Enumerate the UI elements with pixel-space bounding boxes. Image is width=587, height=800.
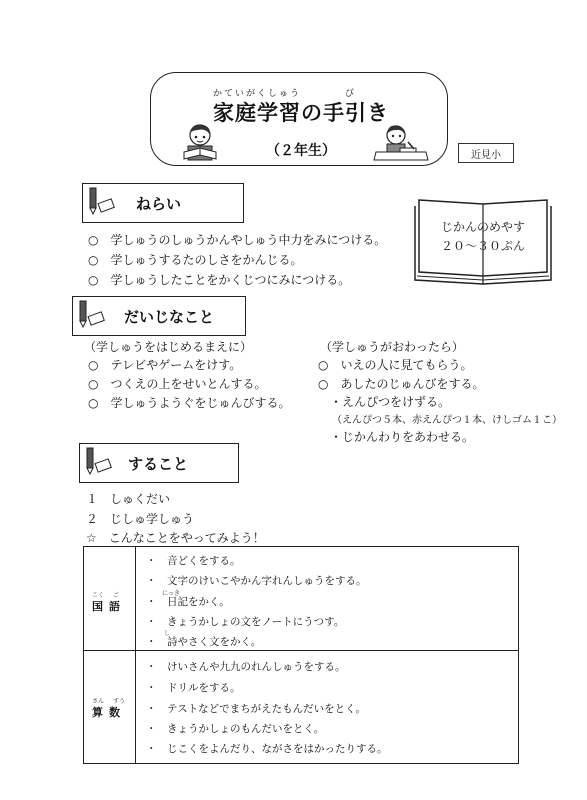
nikki-furigana: にっき (162, 590, 180, 597)
sansu-item-5: ・ じこくをよんだり、ながさをはかったりする。 (146, 743, 388, 755)
kokugo-item-4: ・ きょうかしょの文をノートにうつす。 (146, 616, 345, 628)
kokugo-furigana-2: ご (113, 592, 120, 599)
title-furigana: かていがくしゅう (213, 89, 302, 99)
sansu-item-3: ・ テストなどでまちがえたもんだいをとく。 (146, 703, 366, 715)
nerai-item-3: ○ 学しゅうしたことをかくじつにみにつける。 (88, 273, 351, 287)
after-item-1: ○ いえの人に見てもらう。 (318, 358, 473, 372)
sansu-item-4: ・ きょうかしょのもんだいをとく。 (146, 723, 325, 735)
after-item-2: ○ あしたのじゅんびをする。 (318, 377, 485, 391)
nerai-item-2: ○ 学しゅうするたのしさをかんじる。 (88, 253, 303, 267)
sansu-item-2: ・ ドリルをする。 (146, 682, 241, 694)
kokugo-furigana-1: こく (92, 592, 105, 599)
suru-item-2: ２ じしゅ学しゅう (86, 512, 195, 526)
kokugo-item-3: ・ 日記をかく。 (146, 596, 230, 608)
sansu-furigana-1: さん (92, 698, 105, 705)
activity-table (83, 546, 519, 764)
after-sub-item-1-note: （えんぴつ５本、赤えんぴつ１本、けしゴム１こ） (332, 415, 562, 426)
before-study-title: （学しゅうをはじめるまえに） (84, 340, 253, 354)
time-guide-label: じかんのめやす (440, 220, 525, 234)
after-study-title: （学しゅうがおわったら） (320, 340, 464, 354)
section-title-nerai: ねらい (136, 195, 182, 213)
nerai-item-1: ○ 学しゅうのしゅうかんやしゅう中力をみにつける。 (88, 233, 387, 247)
girl-studying-illustration (370, 124, 432, 164)
after-sub-item-2: ・じかんわりをあわせる。 (330, 430, 475, 444)
suru-item-3: ☆ こんなことをやってみよう！ (86, 531, 265, 545)
shi-furigana: し (164, 630, 171, 637)
table-row-divider (84, 650, 518, 651)
pencil-eraser-icon (83, 446, 113, 476)
before-item-2: ○ つくえの上をせいとんする。 (88, 377, 267, 391)
time-guide-value: ２０～３０ぷん (440, 239, 525, 253)
suru-item-1: １ しゅくだい (86, 492, 171, 506)
subject-sansu: 算数 (92, 706, 126, 719)
kokugo-item-5: ・ 詩やさく文をかく。 (146, 636, 262, 648)
after-sub-item-1: ・えんぴつをけずる。 (330, 395, 451, 409)
kokugo-item-2: ・ 文字のけいこやかん字れんしゅうをする。 (146, 575, 367, 587)
sansu-item-1: ・ けいさんや九九のれんしゅうをする。 (146, 661, 346, 673)
pencil-eraser-icon (76, 299, 106, 329)
school-name: 近見小 (458, 143, 514, 163)
book-text (426, 218, 540, 256)
kokugo-item-1: ・ 音どくをする。 (146, 555, 241, 567)
section-title-daiji: だいじなこと (124, 308, 215, 326)
before-item-1: ○ テレビやゲームをけす。 (88, 358, 242, 372)
page-title: 家庭学習の手引き (213, 101, 389, 125)
table-column-divider (135, 547, 136, 763)
title-furigana-bi: び (345, 89, 355, 99)
boy-reading-illustration (180, 122, 226, 164)
pencil-eraser-icon (86, 186, 116, 216)
grade-label: （２年生） (266, 143, 336, 159)
subject-kokugo: 国語 (92, 600, 126, 613)
section-title-suru: すること (128, 455, 189, 473)
sansu-furigana-2: すう (113, 698, 126, 705)
before-item-3: ○ 学しゅうようぐをじゅんびする。 (88, 396, 291, 410)
